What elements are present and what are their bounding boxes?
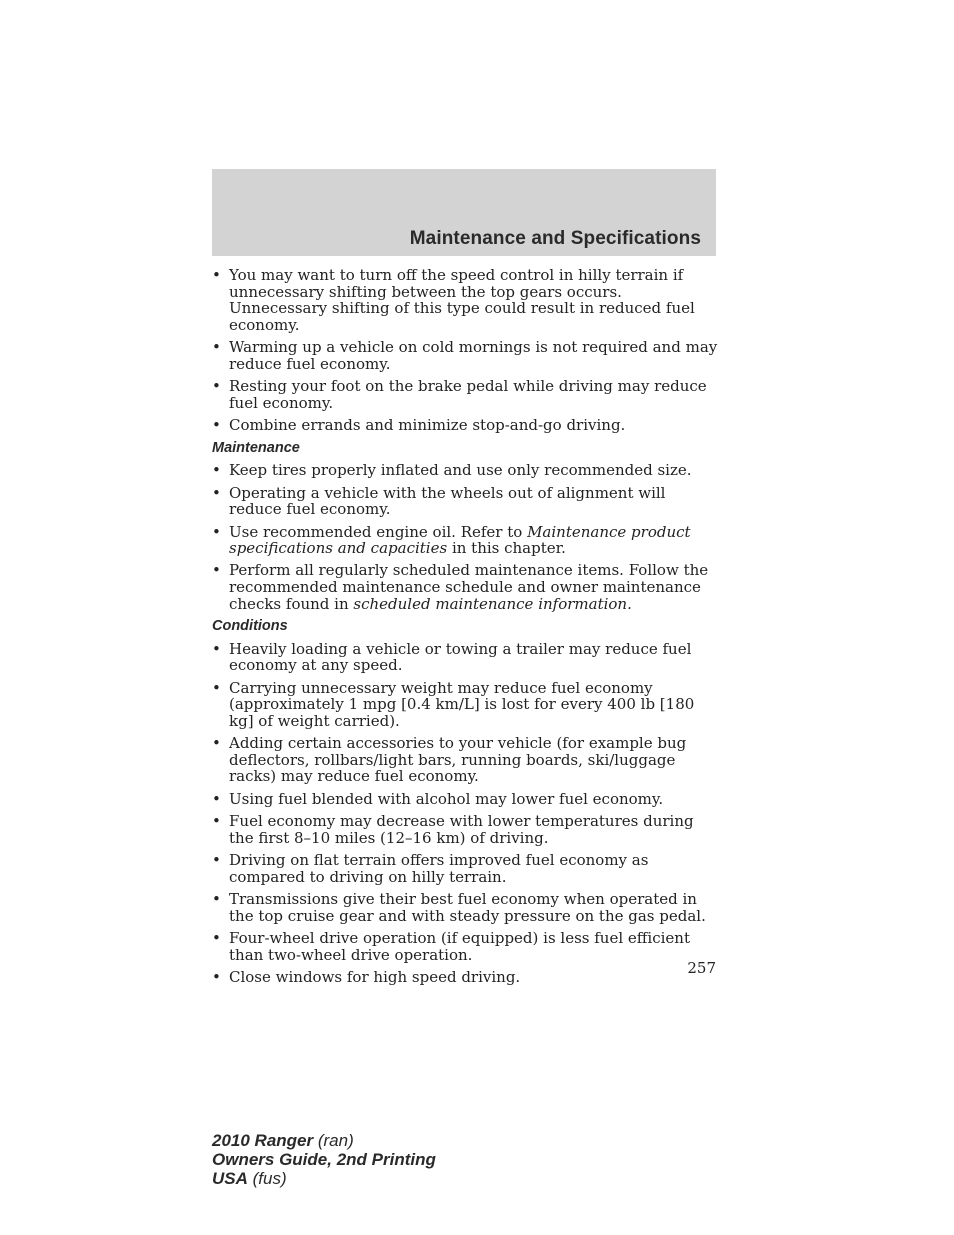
bullet-icon: • bbox=[212, 639, 221, 658]
list-item: • Fuel economy may decrease with lower temperatures during the first 8–10 miles (12–16 km) of driving. bbox=[212, 812, 694, 847]
list-item: • Adding certain accessories to your vehicle (for example bug deflectors, rollbars/light bars, running boards, ski/luggage racks) may reduce fuel economy. bbox=[212, 734, 687, 786]
bullet-icon: • bbox=[212, 338, 221, 357]
bullet-icon: • bbox=[212, 561, 221, 580]
conditions-heading: Conditions bbox=[212, 618, 288, 635]
page-content bbox=[212, 267, 718, 992]
footer-line-model: 2010 Ranger (ran) bbox=[212, 1131, 354, 1150]
list-item: • You may want to turn off the speed control in hilly terrain if unnecessary shifting between the top gears occurs. Unnecessary shifting of this type could result in reduced fuel economy. bbox=[212, 266, 695, 334]
document-footer bbox=[212, 1131, 436, 1188]
list-item: • Operating a vehicle with the wheels out of alignment will reduce fuel economy. bbox=[212, 483, 666, 519]
list-item: • Heavily loading a vehicle or towing a trailer may reduce fuel economy at any speed. bbox=[212, 639, 692, 675]
bullet-icon: • bbox=[212, 968, 221, 987]
conditions-bullet-list bbox=[212, 641, 718, 986]
list-item: • Four-wheel drive operation (if equipped) is less fuel efficient than two-wheel drive operation. bbox=[212, 929, 690, 964]
list-item: • Transmissions give their best fuel economy when operated in the top cruise gear and with steady pressure on the gas pedal. bbox=[212, 890, 706, 925]
cross-reference: scheduled maintenance information. bbox=[353, 594, 632, 613]
intro-bullet-list bbox=[212, 267, 718, 434]
maintenance-heading: Maintenance bbox=[212, 439, 300, 456]
section-header-band bbox=[212, 169, 716, 256]
list-item: • Use recommended engine oil. Refer to Maintenance product specifications and capacities in this chapter. bbox=[212, 522, 691, 558]
footer-line-printing: Owners Guide, 2nd Printing bbox=[212, 1150, 436, 1169]
list-item: • Carrying unnecessary weight may reduce fuel economy (approximately 1 mpg [0.4 km/L] is lost for every 400 lb [180 kg] of weight carried). bbox=[212, 678, 695, 730]
list-item: • Driving on flat terrain offers improved fuel economy as compared to driving on hilly terrain. bbox=[212, 851, 649, 886]
footer-line-market: USA (fus) bbox=[212, 1169, 287, 1188]
bullet-icon: • bbox=[212, 929, 221, 948]
list-item: • Using fuel blended with alcohol may lower fuel economy. bbox=[212, 789, 664, 808]
list-item: • Close windows for high speed driving. bbox=[212, 968, 521, 987]
section-title: Maintenance and Specifications bbox=[409, 228, 701, 249]
bullet-icon: • bbox=[212, 266, 221, 284]
page-number: 257 bbox=[687, 959, 716, 977]
list-item: • Perform all regularly scheduled maintenance items. Follow the recommended maintenance schedule and owner maintenance checks found in scheduled maintenance information. bbox=[212, 561, 709, 613]
bullet-icon: • bbox=[212, 678, 221, 697]
list-item: • Resting your foot on the brake pedal while driving may reduce fuel economy. bbox=[212, 377, 707, 412]
bullet-icon: • bbox=[212, 851, 221, 870]
bullet-icon: • bbox=[212, 789, 221, 808]
bullet-icon: • bbox=[212, 483, 221, 502]
bullet-icon: • bbox=[212, 522, 221, 541]
list-item: • Combine errands and minimize stop-and-go driving. bbox=[212, 416, 626, 435]
bullet-icon: • bbox=[212, 734, 221, 753]
list-item: • Warming up a vehicle on cold mornings is not required and may reduce fuel economy. bbox=[212, 338, 718, 373]
bullet-icon: • bbox=[212, 812, 221, 831]
cross-reference: Maintenance product specifications and capacities bbox=[229, 522, 691, 558]
bullet-icon: • bbox=[212, 890, 221, 909]
bullet-icon: • bbox=[212, 461, 221, 480]
list-item: • Keep tires properly inflated and use only recommended size. bbox=[212, 461, 692, 480]
bullet-icon: • bbox=[212, 377, 221, 396]
maintenance-bullet-list bbox=[212, 462, 718, 612]
bullet-icon: • bbox=[212, 416, 221, 435]
